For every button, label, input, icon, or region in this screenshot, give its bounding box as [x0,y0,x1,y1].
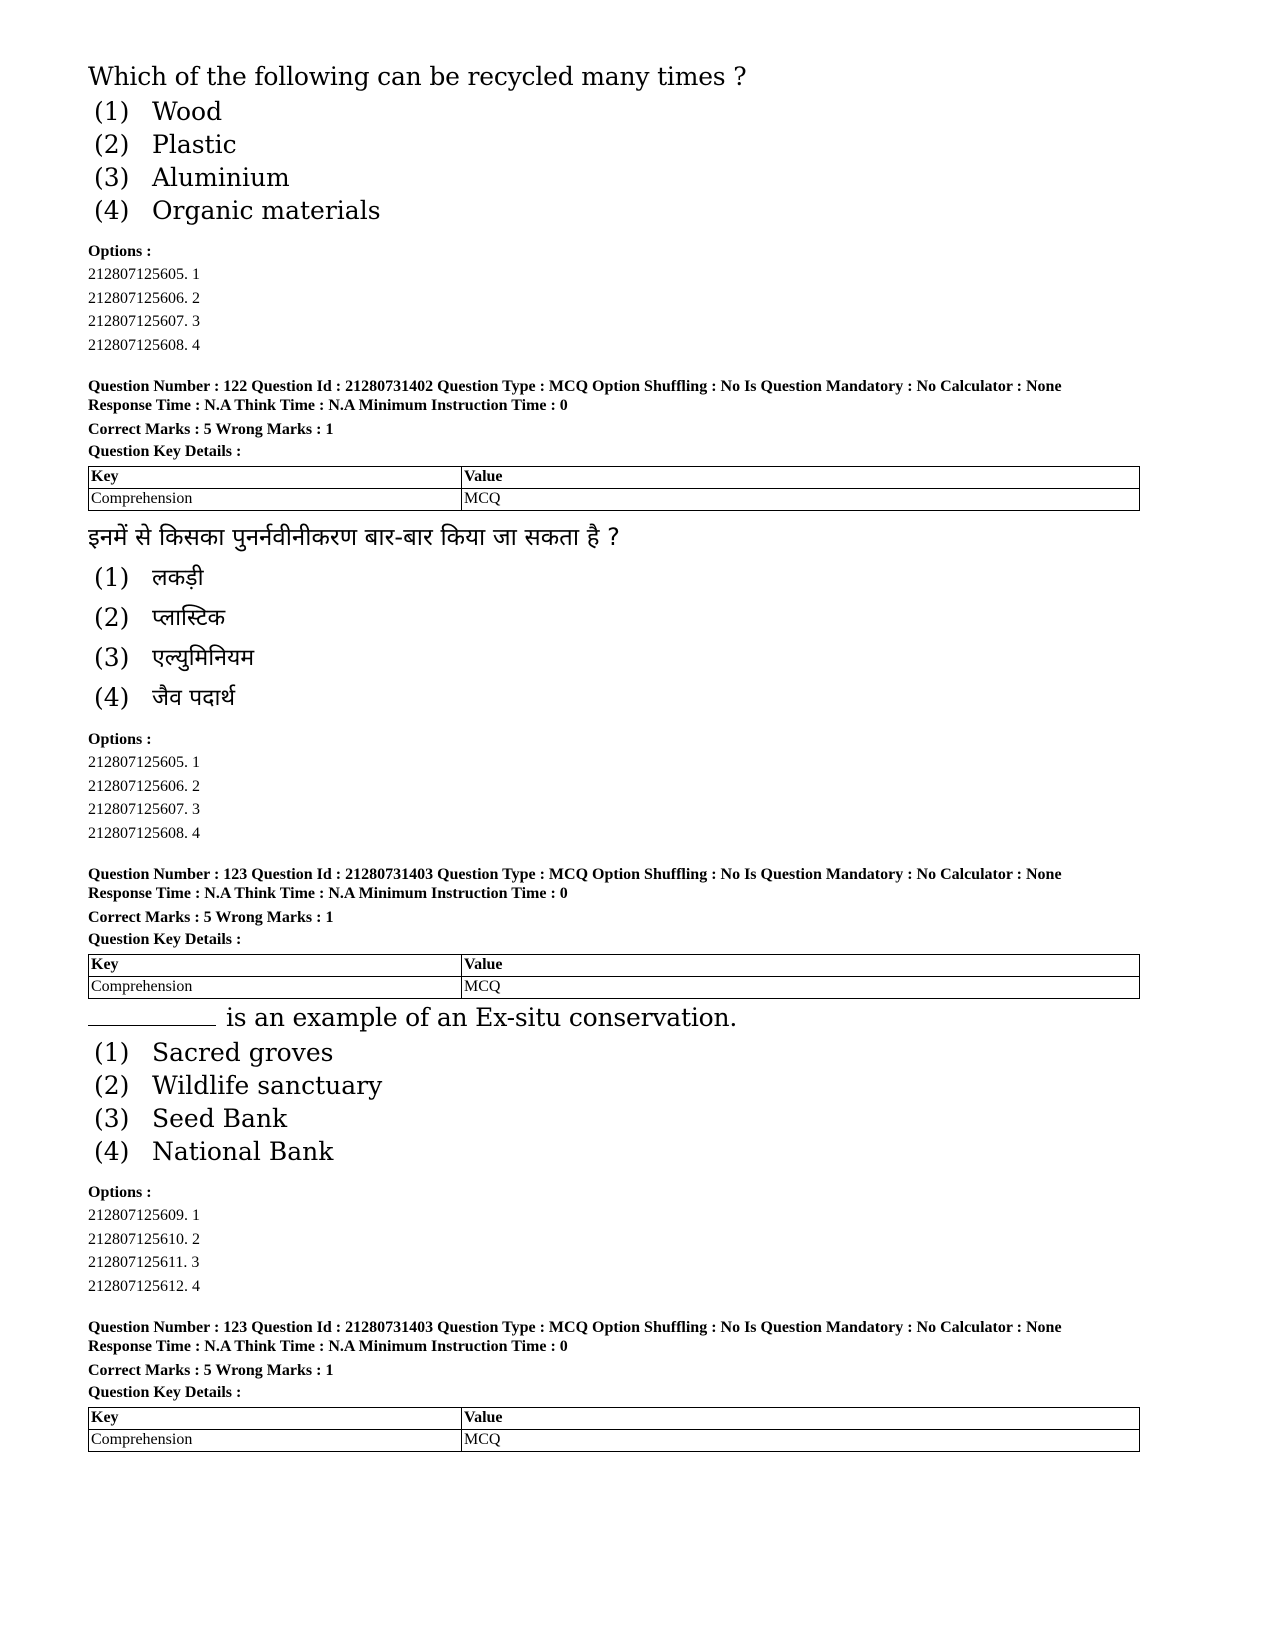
options-label: Options : [88,243,152,260]
question-stem: Which of the following can be recycled many times ? [88,62,747,91]
question-123-block [88,1003,1188,1168]
question-meta-line: Question Number : 122 Question Id : 21280731402 Question Type : MCQ Option Shuffling : No Is Question Mandatory : No Calculator : None [88,378,1062,395]
option-id: 212807125605. 1 [88,266,200,283]
question-121-block [88,62,1188,227]
table-header-row [89,467,1140,489]
options-label: Options : [88,1184,152,1201]
choice-item: (2) Wildlife sanctuary [94,1071,383,1100]
choice-item: (4) Organic materials [94,196,381,225]
key-details-table [88,1407,1140,1452]
question-meta-line: Question Number : 123 Question Id : 21280731403 Question Type : MCQ Option Shuffling : No Is Question Mandatory : No Calculator : None [88,866,1062,883]
table-row [89,1430,1140,1452]
table-header-key: Key [89,467,462,489]
table-cell: MCQ [462,977,1140,999]
options-label: Options : [88,731,152,748]
question-stem: is an example of an Ex-situ conservation. [88,1003,1188,1033]
table-row [89,489,1140,511]
table-cell: Comprehension [89,1430,462,1452]
key-details-label: Question Key Details : [88,1384,242,1401]
option-id: 212807125612. 4 [88,1277,200,1295]
choice-item: (4) National Bank [94,1137,334,1166]
choice-item: (3) एल्युमिनियम [94,643,255,672]
table-header-value: Value [462,1408,1140,1430]
choice-item: (1) Sacred groves [94,1038,334,1067]
question-meta-line: Question Number : 123 Question Id : 21280731403 Question Type : MCQ Option Shuffling : No Is Question Mandatory : No Calculator : None [88,1319,1062,1336]
choice-item: (2) Plastic [94,130,237,159]
option-id: 212807125607. 3 [88,801,200,818]
option-id: 212807125608. 4 [88,824,200,842]
marks-line: Correct Marks : 5 Wrong Marks : 1 [88,909,334,926]
key-details-label: Question Key Details : [88,443,242,460]
options-block [88,1171,1188,1298]
question-123-hindi-meta [88,1318,1188,1452]
choice-list [88,558,1188,718]
option-id: 212807125608. 4 [88,336,200,354]
choice-item: (1) लकड़ी [94,563,204,592]
table-cell: Comprehension [89,977,462,999]
key-details-table [88,466,1140,511]
option-id: 212807125606. 2 [88,777,200,795]
marks-line: Correct Marks : 5 Wrong Marks : 1 [88,421,334,438]
choice-item: (3) Aluminium [94,163,290,192]
question-meta-line: Response Time : N.A Think Time : N.A Minimum Instruction Time : 0 [88,1338,568,1355]
choice-item: (2) प्लास्टिक [94,603,226,632]
option-id: 212807125605. 1 [88,754,200,771]
options-block [88,230,1188,357]
marks-line: Correct Marks : 5 Wrong Marks : 1 [88,1362,334,1379]
option-id: 212807125611. 3 [88,1254,200,1271]
table-cell: MCQ [462,1430,1140,1452]
choice-item: (1) Wood [94,97,223,126]
table-cell: Comprehension [89,489,462,511]
option-id: 212807125606. 2 [88,289,200,307]
choice-item: (3) Seed Bank [94,1104,288,1133]
option-id: 212807125609. 1 [88,1207,200,1224]
question-122-meta [88,377,1188,511]
table-header-value: Value [462,955,1140,977]
table-cell: MCQ [462,489,1140,511]
table-row [89,977,1140,999]
question-123-meta [88,865,1188,999]
table-header-key: Key [89,1408,462,1430]
options-block [88,718,1188,845]
choice-list [88,1036,1188,1168]
choice-list [88,95,1188,227]
option-id: 212807125607. 3 [88,313,200,330]
question-meta-line: Response Time : N.A Think Time : N.A Minimum Instruction Time : 0 [88,885,568,902]
question-meta-line: Response Time : N.A Think Time : N.A Minimum Instruction Time : 0 [88,397,568,414]
key-details-table [88,954,1140,999]
table-header-key: Key [89,955,462,977]
choice-item: (4) जैव पदार्थ [94,683,236,712]
table-header-row [89,955,1140,977]
table-header-value: Value [462,467,1140,489]
key-details-label: Question Key Details : [88,931,242,948]
option-id: 212807125610. 2 [88,1230,200,1248]
fill-blank [88,1005,216,1026]
question-stem: इनमें से किसका पुनर्नवीनीकरण बार-बार किया जा सकता है ? [88,523,620,551]
table-header-row [89,1408,1140,1430]
question-122-block [88,520,1188,718]
